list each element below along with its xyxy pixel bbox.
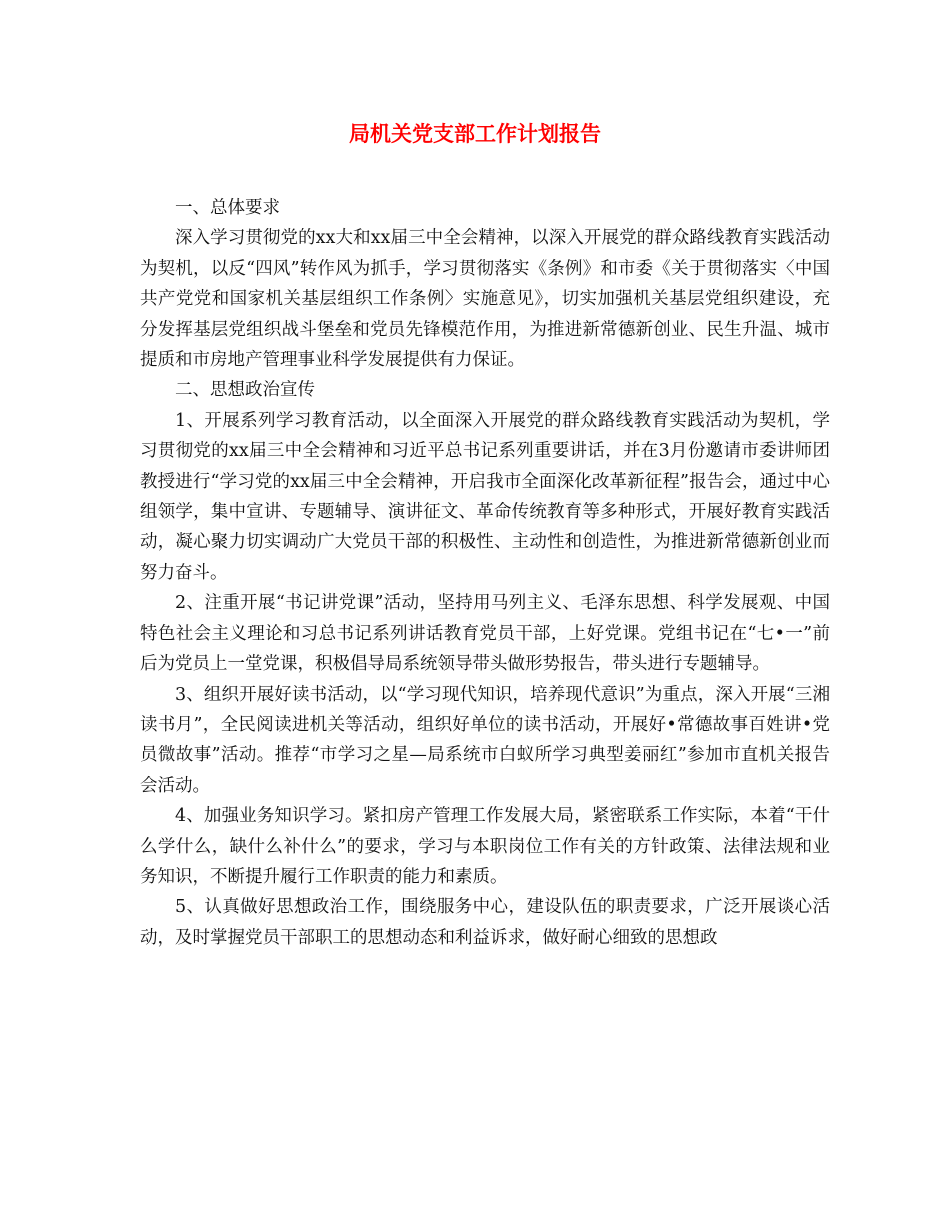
document-body xyxy=(140,193,830,953)
paragraph-item-4: 4、加强业务知识学习。紧扣房产管理工作发展大局，紧密联系工作实际，本着“干什么学什么，缺什么补什么”的要求，学习与本职岗位工作有关的方针政策、法律法规和业务知识，不断提升履行工作职责的能力和素质。 xyxy=(140,806,830,887)
document-title: 局机关党支部工作计划报告 xyxy=(349,122,601,146)
section-heading-general-requirements: 一、总体要求 xyxy=(175,198,280,218)
paragraph-general-requirements: 深入学习贯彻党的xx大和xx届三中全会精神，以深入开展党的群众路线教育实践活动为契机，以反“四风”转作风为抓手，学习贯彻落实《条例》和市委《关于贯彻落实〈中国共产党党和国家机关基层组织工作条例〉实施意见》，切实加强机关基层党组织建设，充分发挥基层党组织战斗堡垒和党员先锋模范作用，为推进新常德新创业、民生升温、城市提质和市房地产管理事业科学发展提供有力保证。 xyxy=(140,228,830,371)
paragraph-item-2: 2、注重开展“书记讲党课”活动，坚持用马列主义、毛泽东思想、科学发展观、中国特色社会主义理论和习总书记系列讲话教育党员干部，上好党课。党组书记在“七•一”前后为党员上一堂党课，积极倡导局系统领导带头做形势报告，带头进行专题辅导。 xyxy=(140,593,830,675)
paragraph-item-3: 3、组织开展好读书活动，以“学习现代知识，培养现代意识”为重点，深入开展“三湘读书月”，全民阅读进机关等活动，组织好单位的读书活动，开展好•常德故事百姓讲•党员微故事”活动。推荐“市学习之星—局系统市白蚁所学习典型姜丽红”参加市直机关报告会活动。 xyxy=(140,684,830,796)
section-heading-ideological-publicity: 二、思想政治宣传 xyxy=(175,380,315,401)
paragraph-item-1: 1、开展系列学习教育活动，以全面深入开展党的群众路线教育实践活动为契机，学习贯彻党的xx届三中全会精神和习近平总书记系列重要讲话，并在3月份邀请市委讲师团教授进行“学习党的xx届三中全会精神，开启我市全面深化改革新征程”报告会，通过中心组领学，集中宣讲、专题辅导、演讲征文、革命传统教育等多种形式，开展好教育实践活动，凝心聚力切实调动广大党员干部的积极性、主动性和创造性，为推进新常德新创业而努力奋斗。 xyxy=(140,410,830,583)
paragraph-item-5: 5、认真做好思想政治工作，围绕服务中心，建设队伍的职责要求，广泛开展谈心活动，及时掌握党员干部职工的思想动态和利益诉求，做好耐心细致的思想政 xyxy=(140,897,830,948)
